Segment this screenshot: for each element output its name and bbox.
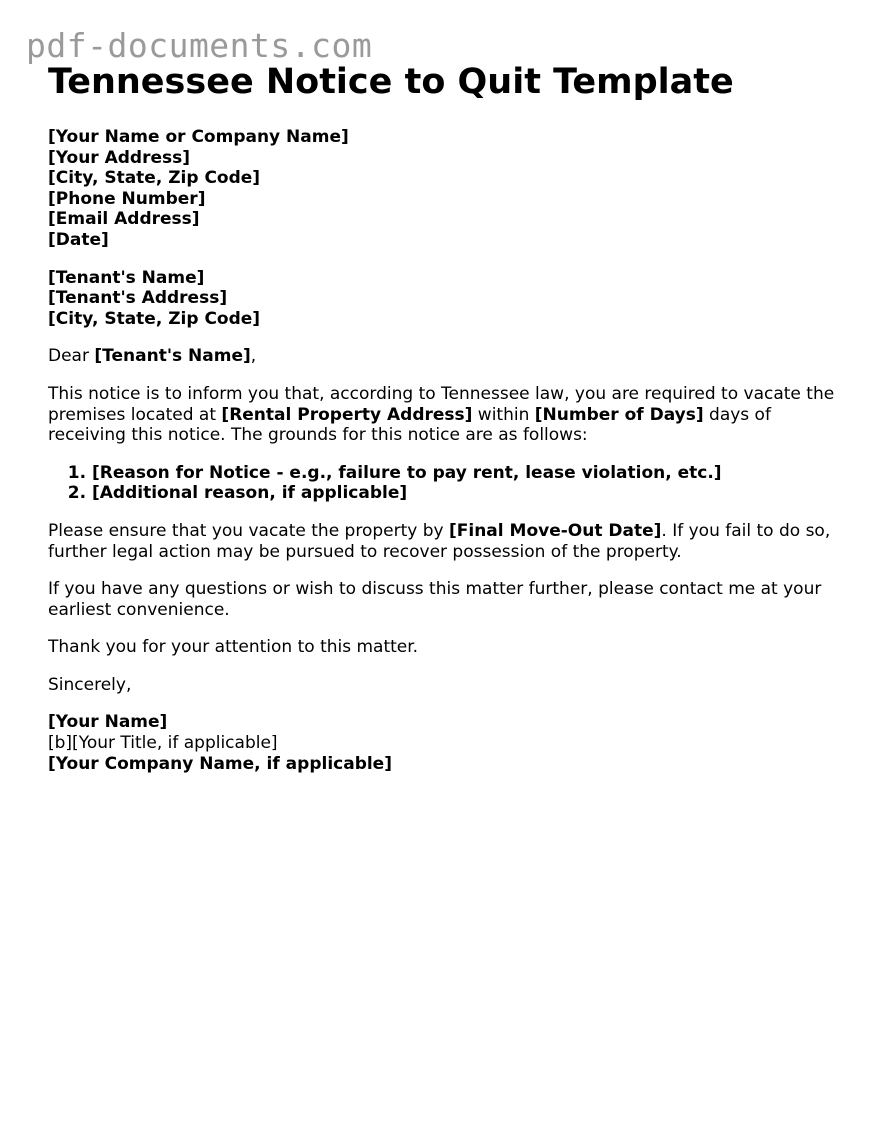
salutation bbox=[48, 346, 848, 367]
thanks-line: Thank you for your attention to this matter. bbox=[48, 637, 419, 658]
sender-city-state-zip: [City, State, Zip Code] bbox=[48, 168, 261, 189]
document-title: Tennessee Notice to Quit Template bbox=[48, 62, 734, 102]
sender-name: [Your Name or Company Name] bbox=[48, 127, 349, 147]
vacate-text-2: . If you fail to do so, further legal action may be pursued to recover possession of the property. bbox=[48, 520, 831, 562]
signature-name: [Your Name] bbox=[48, 712, 168, 733]
watermark: pdf-documents.com bbox=[26, 26, 373, 65]
recipient-block bbox=[48, 268, 848, 330]
vacate-paragraph bbox=[48, 521, 848, 562]
salutation-prefix: Dear bbox=[48, 346, 95, 367]
letter-date: [Date] bbox=[48, 229, 109, 250]
tenant-name: [Tenant's Name] bbox=[48, 267, 205, 288]
tenant-city-state-zip: [City, State, Zip Code] bbox=[48, 308, 261, 329]
closing-line: Sincerely, bbox=[48, 674, 132, 695]
notice-paragraph bbox=[48, 384, 848, 446]
signature-company: [Your Company Name, if applicable] bbox=[48, 753, 392, 774]
reasons-list bbox=[48, 463, 848, 504]
signature-title: [b][Your Title, if applicable] bbox=[48, 733, 278, 754]
contact-paragraph: If you have any questions or wish to discuss this matter further, please contact me at your earliest convenience. bbox=[48, 579, 822, 620]
tenant-address: [Tenant's Address] bbox=[48, 288, 228, 309]
sender-phone: [Phone Number] bbox=[48, 188, 206, 209]
vacate-text-1: Please ensure that you vacate the property by bbox=[48, 520, 449, 541]
signature-block bbox=[48, 712, 848, 774]
rental-property-address: [Rental Property Address] bbox=[221, 404, 473, 425]
notice-text-1: This notice is to inform you that, according to Tennessee law, you are required to vacate the premises located at bbox=[48, 383, 835, 425]
salutation-suffix: , bbox=[250, 346, 257, 367]
sender-block bbox=[48, 127, 848, 251]
final-move-out-date: [Final Move-Out Date] bbox=[449, 520, 662, 541]
reason-item: 1. [Reason for Notice - e.g., failure to pay rent, lease violation, etc.] bbox=[92, 463, 848, 484]
sender-email: [Email Address] bbox=[48, 209, 200, 230]
number-of-days: [Number of Days] bbox=[534, 404, 704, 425]
reason-item: 2. [Additional reason, if applicable] bbox=[92, 483, 848, 504]
document bbox=[48, 58, 848, 774]
sender-address: [Your Address] bbox=[48, 147, 191, 168]
notice-text-3: days of receiving this notice. The grounds for this notice are as follows: bbox=[48, 404, 771, 446]
salutation-name: [Tenant's Name] bbox=[94, 346, 251, 367]
notice-text-2: within bbox=[472, 404, 535, 425]
